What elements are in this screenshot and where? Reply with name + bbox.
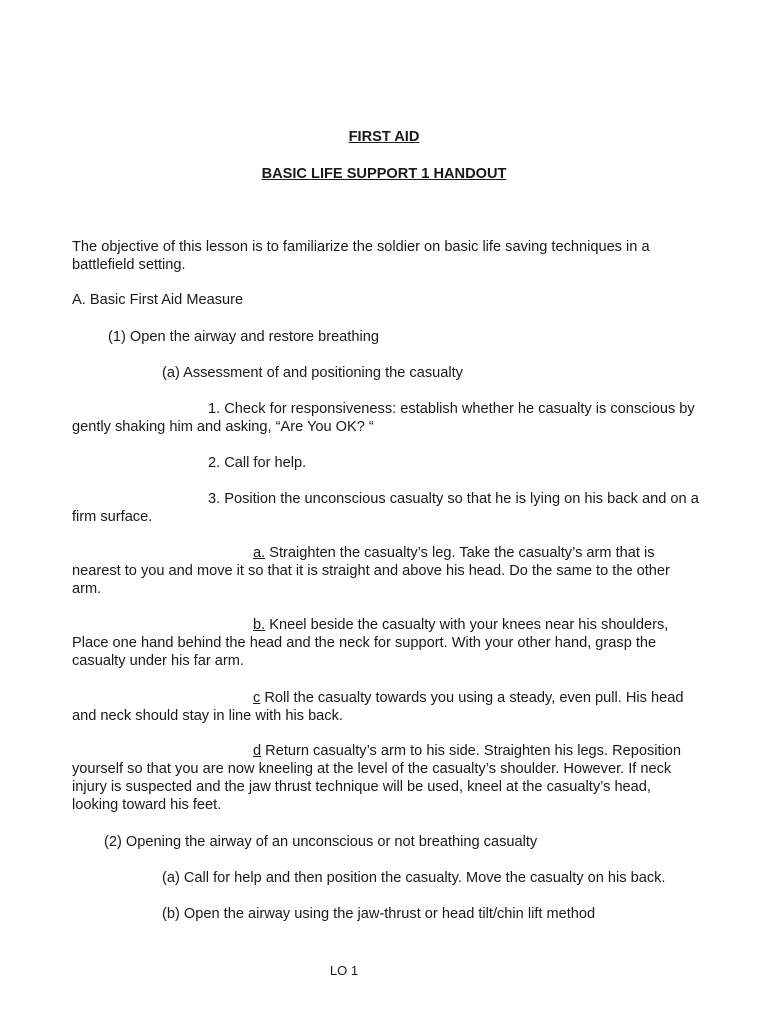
- step-1-paragraph: 1. Check for responsiveness: establish whether he casualty is conscious by gently shaking him and asking, “Are You OK? “: [72, 401, 695, 435]
- objective-paragraph: The objective of this lesson is to familiarize the soldier on basic life saving techniques in a battlefield setting.: [72, 239, 650, 273]
- item-1a-heading: (a) Assessment of and positioning the casualty: [162, 365, 463, 381]
- substep-c-text: Roll the casualty towards you using a steady, even pull. His head and neck should stay in line with his back.: [72, 690, 684, 724]
- substep-a-text: Straighten the casualty’s leg. Take the casualty’s arm that is nearest to you and move it so that it is straight and above his head. Do the same to the other arm.: [72, 545, 670, 597]
- item-2a-paragraph: (a) Call for help and then position the casualty. Move the casualty on his back.: [162, 870, 666, 886]
- substep-b-marker: b.: [253, 617, 266, 633]
- substep-a-marker: a.: [253, 545, 266, 561]
- substep-b-paragraph: [72, 616, 700, 670]
- substep-d-marker: d: [253, 743, 262, 759]
- substep-d-paragraph: [72, 742, 700, 814]
- item-2-heading: (2) Opening the airway of an unconscious or not breathing casualty: [104, 834, 538, 850]
- section-heading-a: A. Basic First Aid Measure: [72, 292, 244, 308]
- substep-b-text: Kneel beside the casualty with your knees near his shoulders, Place one hand behind the head and the neck for support. With your other hand, grasp the casualty under his far arm.: [72, 617, 669, 669]
- document-subtitle: BASIC LIFE SUPPORT 1 HANDOUT: [261, 166, 507, 182]
- item-2b-paragraph: (b) Open the airway using the jaw-thrust or head tilt/chin lift method: [162, 906, 596, 922]
- item-1-heading: (1) Open the airway and restore breathing: [108, 329, 379, 345]
- page-footer: LO 1: [329, 963, 359, 978]
- document-title: FIRST AID: [348, 129, 420, 145]
- substep-c-marker: c: [253, 690, 261, 706]
- substep-c-paragraph: [72, 689, 700, 725]
- substep-a-paragraph: [72, 544, 700, 598]
- substep-d-text: Return casualty’s arm to his side. Straighten his legs. Reposition yourself so that you are now kneeling at the level of the casualty’s shoulder. However. If neck injury is suspected and the jaw thrust technique will be used, kneel at the casualty’s head, looking toward his feet.: [72, 743, 682, 813]
- step-3-paragraph: 3. Position the unconscious casualty so that he is lying on his back and on a firm surface.: [72, 491, 699, 525]
- step-2-paragraph: 2. Call for help.: [208, 455, 307, 471]
